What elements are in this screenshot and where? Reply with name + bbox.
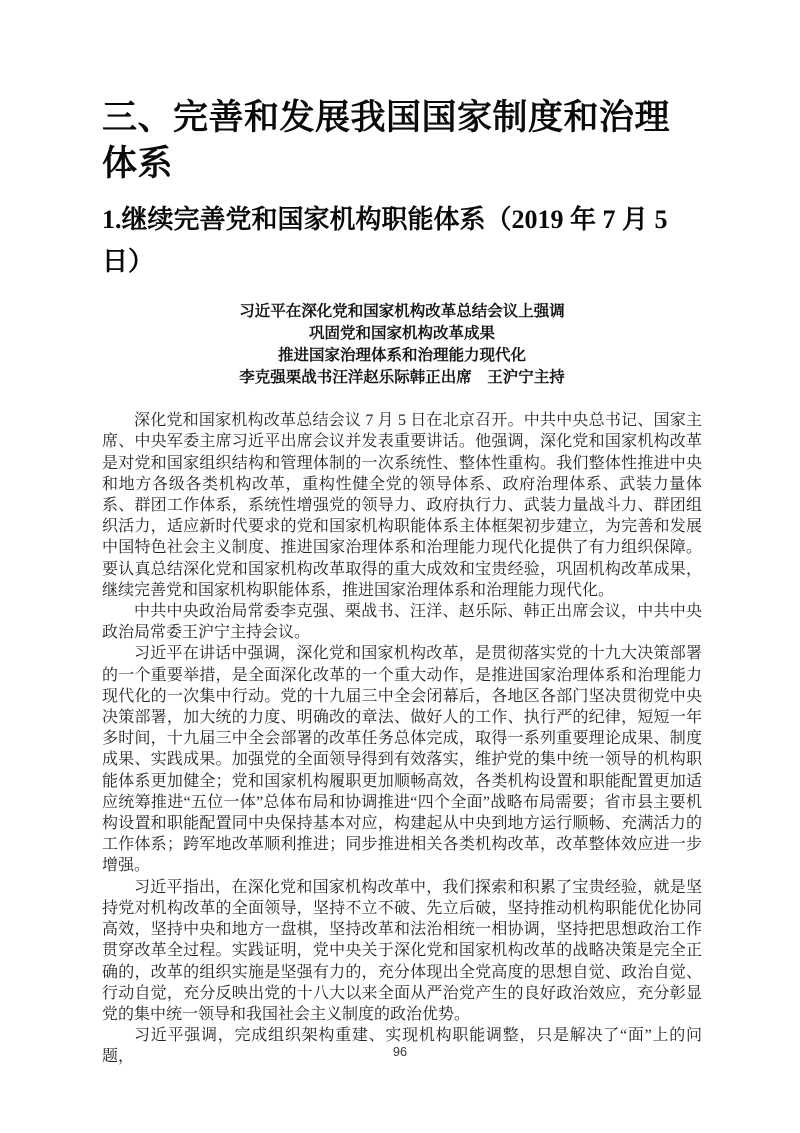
body-paragraph-1: 深化党和国家机构改革总结会议 7 月 5 日在北京召开。中共中央总书记、国家主席、中央军委主席习近平出席会议并发表重要讲话。他强调，深化党和国家机构改革是对党和国家组织结构和管理体制的一次系统性、整体性重构。我们整体性推进中央和地方各级各类机构改革，重构性健全党的领导体系、政府治理体系、武装力量体系、群团工作体系，系统性增强党的领导力、政府执行力、武装力量战斗力、群团组织活力，适应新时代要求的党和国家机构职能体系主体框架初步建立，为完善和发展中国特色社会主义制度、推进国家治理体系和治理能力现代化提供了有力组织保障。要认真总结深化党和国家机构改革取得的重大成效和宝贵经验，巩固机构改革成果，继续完善党和国家机构职能体系，推进国家治理体系和治理能力现代化。 [102,412,702,599]
subtitle-line-4: 李克强栗战书汪洋赵乐际韩正出席 王沪宁主持 [239,369,565,387]
body-paragraph-5: 习近平强调，完成组织架构重建、实现机构职能调整，只是解决了“面”上的问题， [102,1027,702,1066]
subtitle-line-1: 习近平在深化党和国家机构改革总结会议上强调 [239,303,565,321]
subtitle-line-2: 巩固党和国家机构改革成果 [308,325,495,343]
subtitle-line-3: 推进国家治理体系和治理能力现代化 [277,347,526,365]
body-paragraph-2: 中共中央政治局常委李克强、栗战书、汪洋、赵乐际、韩正出席会议，中共中央政治局常委王沪宁主持会议。 [102,603,702,642]
subtitle-block [102,301,702,389]
body-paragraph-4: 习近平指出，在深化党和国家机构改革中，我们探索和积累了宝贵经验，就是坚持党对机构改革的全面领导，坚持不立不破、先立后破，坚持推动机构职能优化协同高效，坚持中央和地方一盘棋，坚持改革和法治相统一相协调，坚持把思想政治工作贯穿改革全过程。实践证明，党中央关于深化党和国家机构改革的战略决策是完全正确的，改革的组织实施是坚强有力的，充分体现出全党高度的思想自觉、政治自觉、行动自觉，充分反映出党的十八大以来全面从严治党产生的良好政治效应，充分彰显党的集中统一领导和我国社会主义制度的政治优势。 [102,878,702,1023]
document-body [102,410,702,1067]
page-number: 96 [393,1045,407,1059]
section-heading: 1.继续完善党和国家机构职能体系（2019 年 7 月 5 日） [102,205,668,277]
body-paragraph-3: 习近平在讲话中强调，深化党和国家机构改革，是贯彻落实党的十九大决策部署的一个重要举措，是全面深化改革的一个重大动作，是推进国家治理体系和治理能力现代化的一次集中行动。党的十九届三中全会闭幕后，各地区各部门坚决贯彻党中央决策部署，加大统的力度、明确改的章法、做好人的工作、执行严的纪律，短短一年多时间，十九届三中全会部署的改革任务总体完成，取得一系列重要理论成果、制度成果、实践成果。加强党的全面领导得到有效落实，维护党的集中统一领导的机构职能体系更加健全；党和国家机构履职更加顺畅高效，各类机构设置和职能配置更加适应统筹推进“五位一体”总体布局和协调推进“四个全面”战略布局需要；省市县主要机构设置和职能配置同中央保持基本对应，构建起从中央到地方运行顺畅、充满活力的工作体系；跨军地改革顺利推进；同步推进相关各类机构改革，改革整体效应进一步增强。 [102,645,702,875]
chapter-heading: 三、完善和发展我国国家制度和治理体系 [102,98,671,183]
